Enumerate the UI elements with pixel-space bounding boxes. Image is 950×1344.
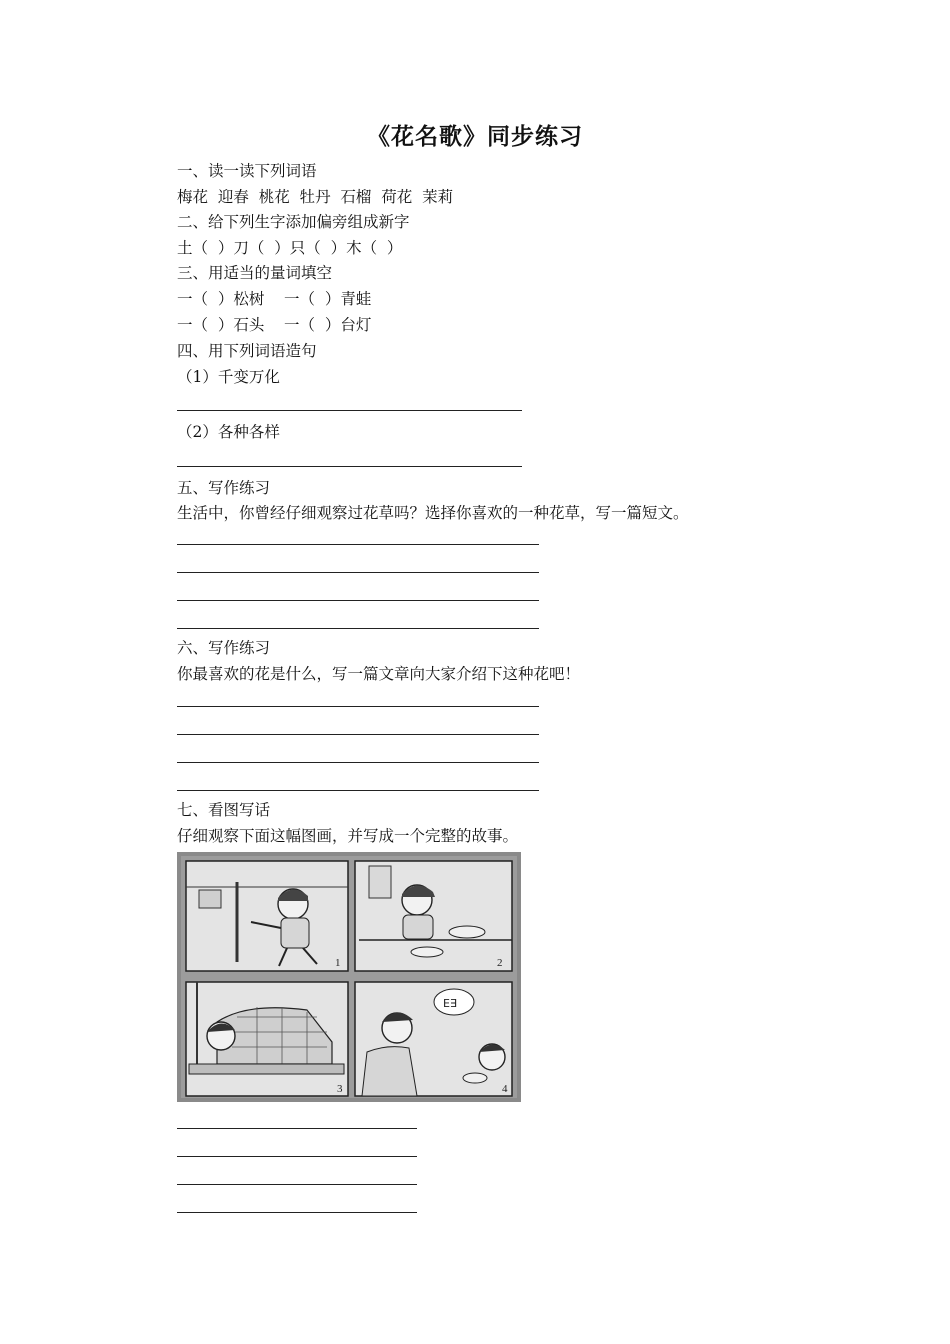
comic-panel-2 [355,861,512,971]
answer-line [177,790,539,791]
section-7-heading: 七、看图写话 [177,801,271,819]
comic-panel-1 [186,861,348,971]
section-2-heading: 二、给下列生字添加偏旁组成新字 [177,213,410,231]
section-1-words: 梅花 迎春 桃花 牡丹 石榴 荷花 茉莉 [177,188,454,206]
comic-panel-1-number: 1 [335,957,341,969]
answer-line [177,1156,417,1157]
comic-panel-3 [186,982,348,1096]
section-3-line-2: 一（ ）石头 一（ ）台灯 [177,316,372,334]
section-4-item-1: （1）千变万化 [177,368,280,386]
answer-line [177,734,539,735]
section-4-heading: 四、用下列词语造句 [177,342,317,360]
section-6-prompt: 你最喜欢的花是什么，写一篇文章向大家介绍下这种花吧！ [177,665,581,683]
answer-line [177,1128,417,1129]
section-1-heading: 一、读一读下列词语 [177,162,317,180]
section-5-prompt: 生活中，你曾经仔细观察过花草吗？选择你喜欢的一种花草，写一篇短文。 [177,504,689,522]
answer-line [177,544,539,545]
section-3-heading: 三、用适当的量词填空 [177,264,333,282]
section-6-heading: 六、写作练习 [177,639,271,657]
section-3-line-1: 一（ ）松树 一（ ）青蛙 [177,290,372,308]
comic-panel-4-number: 4 [502,1083,508,1095]
comic-panel-3-number: 3 [337,1083,343,1095]
section-7-prompt: 仔细观察下面这幅图画，并写成一个完整的故事。 [177,827,519,845]
page-title: 《花名歌》同步练习 [367,124,583,150]
answer-line [177,1212,417,1213]
section-5-heading: 五、写作练习 [177,479,271,497]
answer-line [177,1184,417,1185]
speech-bubble-text: E∃ [443,997,457,1010]
comic-panel-2-number: 2 [497,957,503,969]
answer-line [177,572,539,573]
answer-line [177,628,539,629]
answer-line [177,600,539,601]
comic-panel-4 [355,982,512,1096]
answer-line [177,466,522,467]
answer-line [177,410,522,411]
answer-line [177,706,539,707]
answer-line [177,762,539,763]
section-4-item-2: （2）各种各样 [177,423,280,441]
section-2-exercise: 土（ ）刀（ ）只（ ）木（ ） [177,239,403,257]
comic-strip-image [177,852,521,1102]
